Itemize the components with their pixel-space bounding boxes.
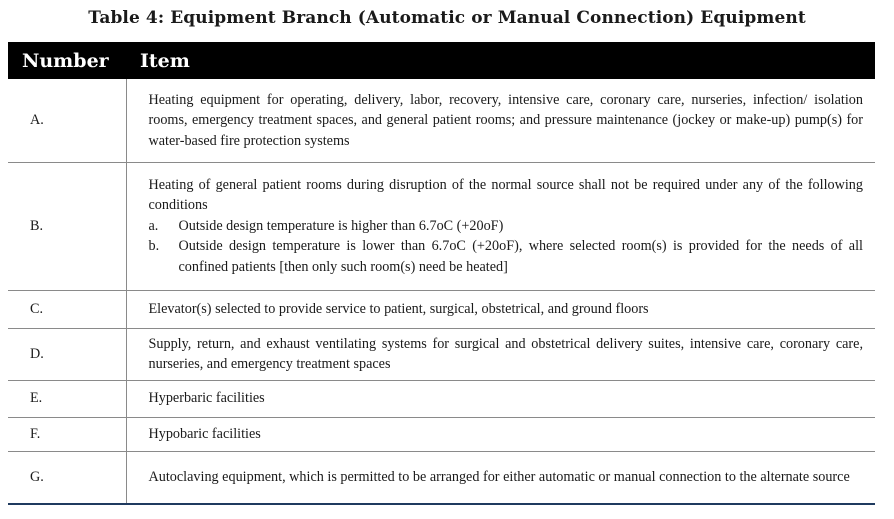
table-title: Table 4: Equipment Branch (Automatic or Manual Connection) Equipment <box>88 8 806 28</box>
row-number: B. <box>8 162 126 290</box>
list-marker: b. <box>148 238 160 255</box>
row-item-text: Hyperbaric facilities <box>126 380 875 417</box>
table-row <box>8 79 875 162</box>
row-item-text: Heating equipment for operating, delivery, labor, recovery, intensive care, coronary care, nurseries, infection/ isolation rooms, emergency treatment spaces, and general patient rooms; and pressure maintenance (jockey or make-up) pump(s) for water-based fire protection systems <box>126 79 875 162</box>
row-item-text: Autoclaving equipment, which is permitted to be arranged for either automatic or manual connection to the alternate source <box>126 451 875 504</box>
table-row <box>8 290 875 328</box>
row-number: D. <box>8 328 126 380</box>
table-row <box>8 328 875 380</box>
row-number: E. <box>8 380 126 417</box>
row-number: F. <box>8 417 126 451</box>
header-number: Number <box>8 42 126 79</box>
table-row <box>8 451 875 504</box>
equipment-table <box>8 42 875 505</box>
row-item-text: Hypobaric facilities <box>126 417 875 451</box>
row-number: A. <box>8 79 126 162</box>
condition-list <box>149 216 864 278</box>
table-row <box>8 162 875 290</box>
row-item-text: Heating of general patient rooms during disruption of the normal source shall not be required under any of the following conditions <box>148 176 863 214</box>
table-header-row <box>8 42 875 79</box>
table-row <box>8 380 875 417</box>
row-item-text: Elevator(s) selected to provide service to patient, surgical, obstetrical, and ground floors <box>126 290 875 328</box>
list-marker: a. <box>148 217 159 234</box>
list-item <box>149 216 864 237</box>
list-item <box>149 236 864 277</box>
row-item-cell <box>126 162 875 290</box>
table-row <box>8 417 875 451</box>
header-item: Item <box>126 42 875 79</box>
row-item-text: Supply, return, and exhaust ventilating systems for surgical and obstetrical delivery suites, intensive care, coronary care, nurseries, and emergency treatment spaces <box>126 328 875 380</box>
row-number: C. <box>8 290 126 328</box>
list-item-text: Outside design temperature is higher than 6.7oC (+20oF) <box>178 217 504 234</box>
row-number: G. <box>8 451 126 504</box>
list-item-text: Outside design temperature is lower than 6.7oC (+20oF), where selected room(s) is provided for the needs of all confined patients [then only such room(s) need be heated] <box>178 238 863 275</box>
